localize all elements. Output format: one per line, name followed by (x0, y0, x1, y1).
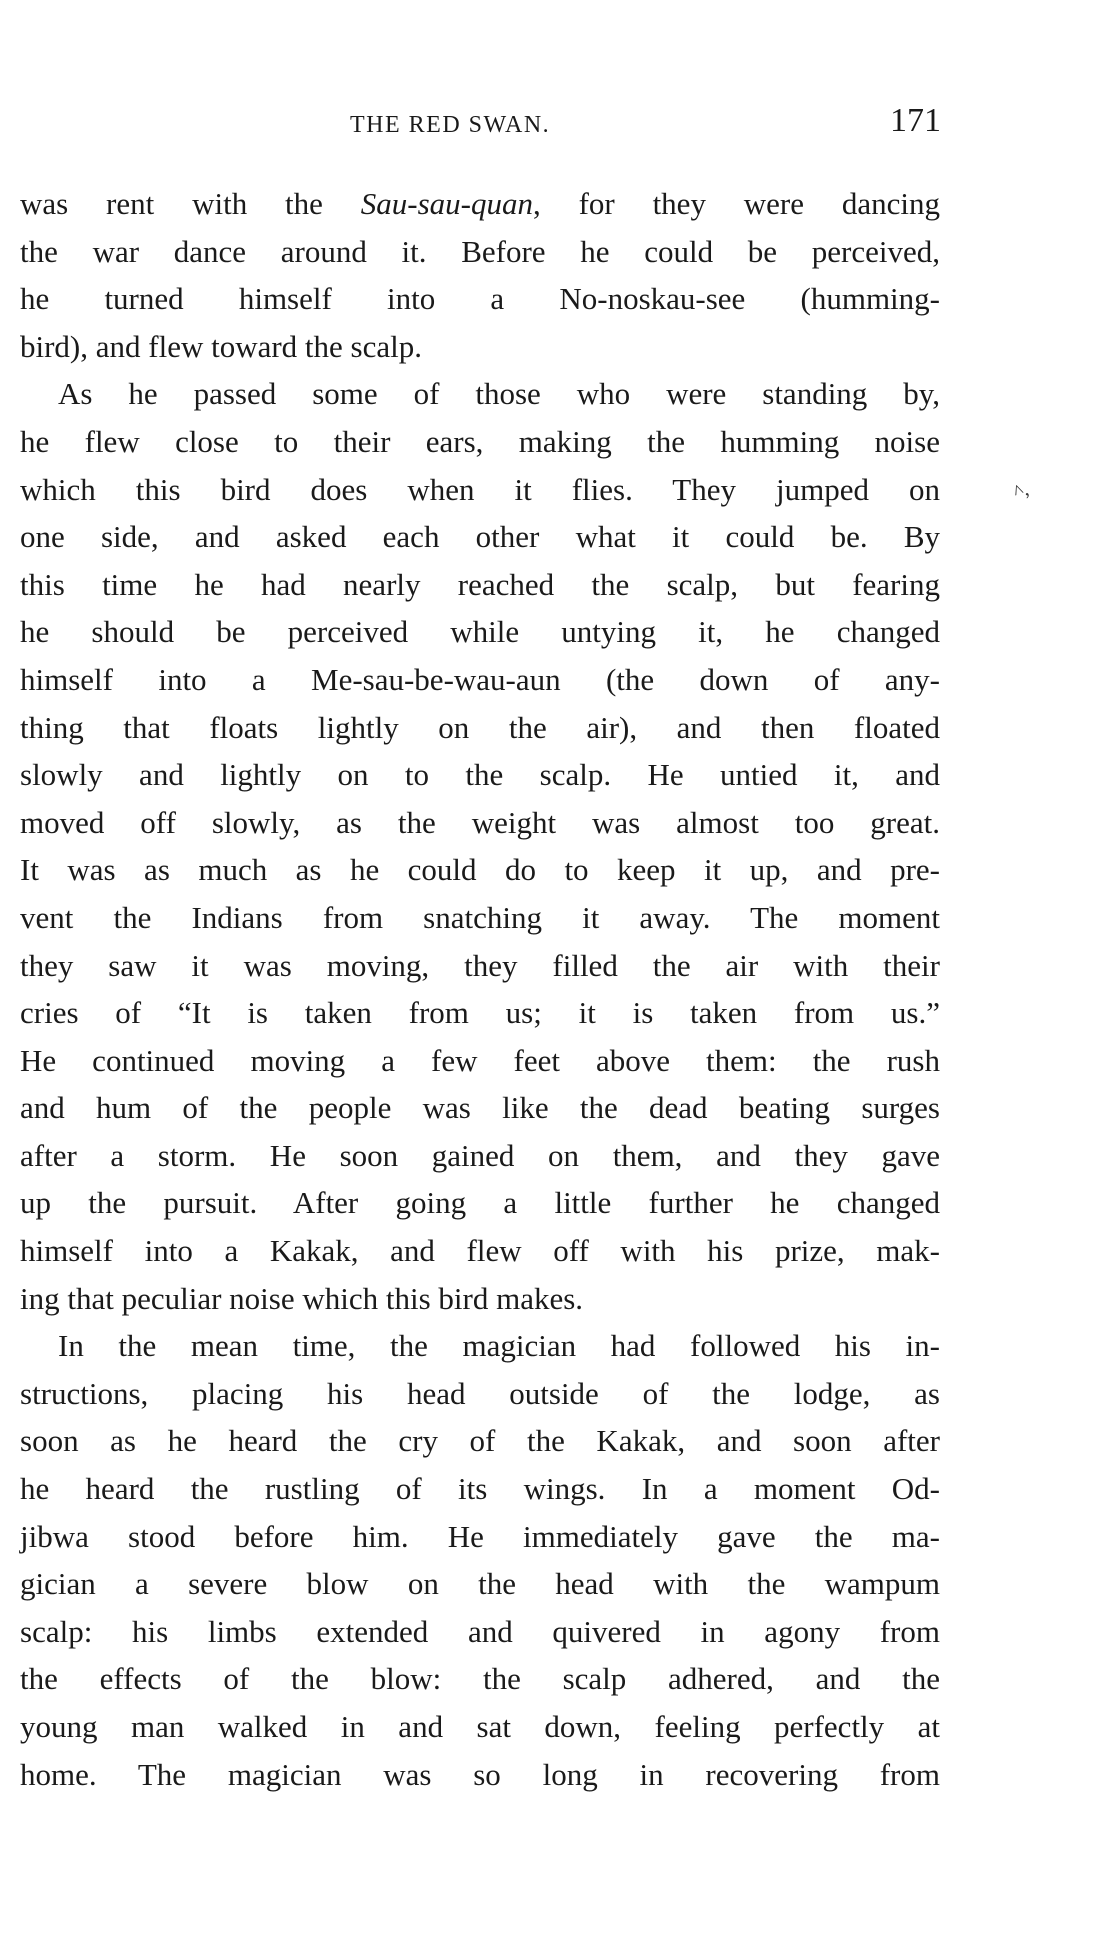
text-line: jibwa stood before him. He immediately gave the ma- (20, 1518, 940, 1554)
text-line: he flew close to their ears, making the humming noise (20, 423, 940, 459)
text-line: himself into a Me-sau-be-wau-aun (the down of any- (20, 661, 940, 697)
text-line: bird), and flew toward the scalp. (20, 328, 423, 364)
text-line: moved off slowly, as the weight was almost too great. (20, 804, 940, 840)
paragraph-start-line: In the mean time, the magician had followed his in- (58, 1328, 940, 1364)
text-line: up the pursuit. After going a little further he changed (20, 1185, 940, 1221)
text-line: slowly and lightly on to the scalp. He untied it, and (20, 757, 940, 793)
text-line: he should be perceived while untying it, he changed (20, 614, 940, 650)
text-line: which this bird does when it flies. They jumped on (20, 471, 940, 507)
paragraph-start-line: As he passed some of those who were standing by, (58, 376, 940, 412)
running-title: THE RED SWAN. (350, 112, 551, 138)
text-line: the war dance around it. Before he could be perceived, (20, 233, 940, 269)
text-line: the effects of the blow: the scalp adhered, and the (20, 1661, 940, 1697)
text-line: he turned himself into a No-noskau-see (humming- (20, 281, 940, 317)
text-line: cries of “It is taken from us; it is taken from us.” (20, 995, 940, 1031)
text-line: scalp: his limbs extended and quivered in agony from (20, 1613, 940, 1649)
text-line: himself into a Kakak, and flew off with his prize, mak- (20, 1233, 940, 1269)
text-line: young man walked in and sat down, feeling perfectly at (20, 1709, 940, 1744)
text-line: thing that floats lightly on the air), and then floated (20, 709, 940, 745)
text-segment: , for they were dancing (532, 186, 940, 221)
italic-term: Sau-sau-quan (360, 186, 533, 221)
running-head (20, 102, 940, 142)
margin-mark: ^, (1010, 478, 1032, 504)
text-line: this time he had nearly reached the scalp, but fearing (20, 566, 940, 602)
text-line: gician a severe blow on the head with the wampum (20, 1566, 940, 1602)
body-text (20, 180, 940, 1798)
text-line: vent the Indians from snatching it away. The moment (20, 899, 940, 935)
text-segment: was rent with the (20, 186, 361, 221)
text-line: one side, and asked each other what it could be. By (20, 519, 940, 555)
text-line: and hum of the people was like the dead beating surges (20, 1090, 940, 1126)
text-line: soon as he heard the cry of the Kakak, and soon after (20, 1423, 940, 1459)
text-line: It was as much as he could do to keep it up, and pre- (20, 852, 940, 888)
text-line (20, 180, 940, 228)
text-line: structions, placing his head outside of the lodge, as (20, 1375, 940, 1411)
text-line: after a storm. He soon gained on them, and they gave (20, 1137, 940, 1173)
text-line: they saw it was moving, they filled the air with their (20, 947, 940, 983)
text-line: he heard the rustling of its wings. In a moment Od- (20, 1471, 940, 1507)
text-line: home. The magician was so long in recovering from (20, 1756, 940, 1792)
text-line: ing that peculiar noise which this bird makes. (20, 1280, 584, 1316)
page-number: 171 (890, 102, 941, 139)
text-line: He continued moving a few feet above them: the rush (20, 1042, 940, 1078)
